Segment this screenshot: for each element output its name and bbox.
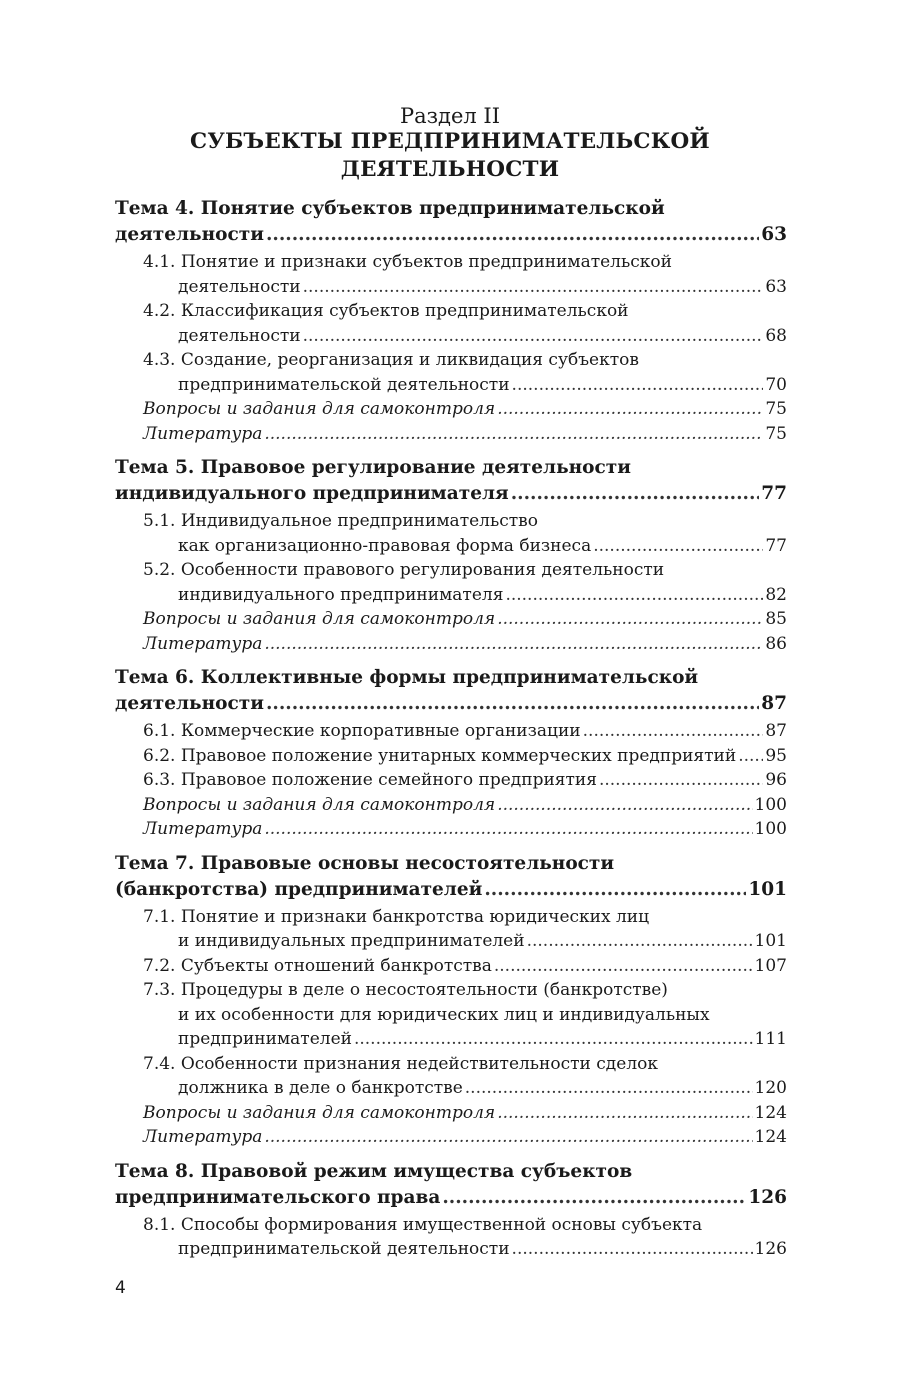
entry-page-number: 75 bbox=[765, 423, 787, 444]
dot-leader bbox=[494, 954, 753, 979]
entry-page-number: 126 bbox=[748, 1186, 787, 1208]
entry-leader-line bbox=[115, 1185, 787, 1211]
toc-subsection-entry[interactable] bbox=[115, 978, 787, 1052]
entry-page-number: 77 bbox=[765, 535, 787, 556]
dot-leader bbox=[497, 607, 763, 632]
entry-text-line: деятельности bbox=[178, 325, 301, 346]
entry-text-line: индивидуального предпринимателя bbox=[178, 584, 504, 605]
entry-text-line: Тема 4. Понятие субъектов предпринимательской bbox=[115, 198, 665, 219]
entry-text-line: Тема 8. Правовой режим имущества субъектов bbox=[115, 1160, 633, 1182]
toc-subsection-entry[interactable] bbox=[115, 744, 787, 769]
entry-text-line: Тема 7. Правовые основы несостоятельности bbox=[115, 852, 615, 874]
entry-text-line: Вопросы и задания для самоконтроля bbox=[143, 399, 496, 419]
entry-leader-line bbox=[143, 324, 787, 349]
entry-text-line: 7.1. Понятие и признаки банкротства юридических лиц bbox=[143, 906, 650, 927]
dot-leader bbox=[264, 817, 752, 842]
dot-leader bbox=[593, 534, 763, 559]
entry-text-line: предпринимателей bbox=[178, 1029, 352, 1049]
topic-heading[interactable] bbox=[115, 455, 787, 507]
topic-block bbox=[115, 851, 787, 1150]
entry-page-number: 96 bbox=[765, 770, 787, 790]
entry-page-number: 95 bbox=[765, 745, 787, 766]
topic-block bbox=[115, 196, 787, 446]
dot-leader bbox=[497, 1101, 752, 1126]
toc-aux-entry[interactable] bbox=[115, 793, 787, 818]
entry-text-line: 6.3. Правовое положение семейного предприятия bbox=[143, 770, 597, 790]
section-title-line: СУБЪЕКТЫ ПРЕДПРИНИМАТЕЛЬСКОЙ bbox=[190, 129, 710, 154]
entry-text-line: деятельности bbox=[115, 224, 264, 245]
entry-text-line: индивидуального предпринимателя bbox=[115, 483, 509, 504]
entry-page-number: 124 bbox=[754, 1127, 787, 1147]
toc-subsection-entry[interactable] bbox=[115, 1213, 787, 1262]
entry-leader-line bbox=[143, 607, 787, 632]
dot-leader bbox=[527, 929, 753, 954]
entry-text-line: предпринимательской деятельности bbox=[178, 1239, 510, 1259]
entry-leader-line bbox=[143, 1237, 787, 1262]
entry-leader-line bbox=[115, 481, 787, 507]
dot-leader bbox=[264, 632, 763, 657]
entry-text-line: 6.2. Правовое положение унитарных коммерческих предприятий bbox=[143, 745, 737, 766]
dot-leader bbox=[512, 1237, 753, 1262]
toc-subsection-entry[interactable] bbox=[115, 1052, 787, 1101]
entry-text-line: 7.2. Субъекты отношений банкротства bbox=[143, 955, 492, 976]
dot-leader bbox=[303, 324, 764, 349]
dot-leader bbox=[511, 481, 760, 507]
topic-heading[interactable] bbox=[115, 196, 787, 248]
entry-leader-line bbox=[143, 1101, 787, 1126]
entry-text-line: 7.4. Особенности признания недействительности сделок bbox=[143, 1053, 658, 1074]
dot-leader bbox=[266, 691, 759, 717]
topic-heading[interactable] bbox=[115, 1159, 787, 1211]
dot-leader bbox=[484, 877, 746, 903]
entry-leader-line bbox=[143, 1125, 787, 1150]
entry-text-line: предпринимательской деятельности bbox=[178, 374, 510, 395]
toc-subsection-entry[interactable] bbox=[115, 558, 787, 607]
entry-page-number: 68 bbox=[765, 325, 787, 346]
entry-text-line: должника в деле о банкротстве bbox=[178, 1078, 463, 1098]
table-of-contents bbox=[115, 196, 787, 1271]
entry-text-line: 8.1. Способы формирования имущественной основы субъекта bbox=[143, 1214, 703, 1235]
topic-heading[interactable] bbox=[115, 851, 787, 903]
topic-block bbox=[115, 455, 787, 656]
entry-page-number: 85 bbox=[765, 609, 787, 629]
dot-leader bbox=[354, 1027, 753, 1052]
entry-leader-line bbox=[143, 1076, 787, 1101]
entry-page-number: 63 bbox=[761, 224, 787, 245]
entry-leader-line bbox=[143, 397, 787, 422]
entry-text-line: Вопросы и задания для самоконтроля bbox=[143, 1102, 496, 1123]
toc-aux-entry[interactable] bbox=[115, 817, 787, 842]
toc-aux-entry[interactable] bbox=[115, 422, 787, 447]
entry-text-line: Литература bbox=[143, 1127, 263, 1147]
toc-subsection-entry[interactable] bbox=[115, 768, 787, 793]
dot-leader bbox=[442, 1185, 746, 1211]
entry-page-number: 63 bbox=[765, 276, 787, 297]
toc-subsection-entry[interactable] bbox=[115, 299, 787, 348]
entry-text-line: 6.1. Коммерческие корпоративные организации bbox=[143, 721, 581, 741]
entry-text-line: 4.1. Понятие и признаки субъектов предпринимательской bbox=[143, 252, 672, 272]
entry-text-line: и их особенности для юридических лиц и индивидуальных bbox=[178, 1004, 710, 1025]
section-title bbox=[0, 128, 900, 184]
toc-subsection-entry[interactable] bbox=[115, 348, 787, 397]
dot-leader bbox=[264, 1125, 752, 1150]
dot-leader bbox=[583, 719, 764, 744]
entry-text-line: Тема 5. Правовое регулирование деятельности bbox=[115, 457, 631, 478]
entry-page-number: 70 bbox=[765, 374, 787, 395]
dot-leader bbox=[738, 744, 763, 769]
dot-leader bbox=[266, 222, 759, 248]
entry-text-line: деятельности bbox=[115, 693, 264, 714]
entry-page-number: 77 bbox=[761, 483, 787, 504]
entry-text-line: (банкротства) предпринимателей bbox=[115, 878, 483, 900]
entry-text-line: Тема 6. Коллективные формы предпринимательской bbox=[115, 667, 699, 688]
page-number: 4 bbox=[115, 1278, 126, 1298]
entry-leader-line bbox=[143, 1027, 787, 1052]
entry-page-number: 120 bbox=[754, 1078, 787, 1098]
entry-leader-line bbox=[115, 877, 787, 903]
entry-leader-line bbox=[143, 583, 787, 608]
section-title-line: ДЕЯТЕЛЬНОСТИ bbox=[340, 157, 560, 182]
entry-leader-line bbox=[143, 793, 787, 818]
entry-text-line: 7.3. Процедуры в деле о несостоятельности (банкротстве) bbox=[143, 980, 668, 1000]
toc-aux-entry[interactable] bbox=[115, 397, 787, 422]
dot-leader bbox=[497, 397, 763, 422]
entry-page-number: 101 bbox=[748, 878, 787, 900]
dot-leader bbox=[497, 793, 752, 818]
entry-page-number: 87 bbox=[765, 721, 787, 741]
dot-leader bbox=[512, 373, 764, 398]
toc-subsection-entry[interactable] bbox=[115, 954, 787, 979]
entry-text-line: 4.3. Создание, реорганизация и ликвидация субъектов bbox=[143, 350, 639, 370]
dot-leader bbox=[303, 275, 764, 300]
entry-leader-line bbox=[143, 744, 787, 769]
entry-leader-line bbox=[143, 817, 787, 842]
entry-page-number: 111 bbox=[754, 1029, 787, 1049]
entry-leader-line bbox=[143, 534, 787, 559]
toc-subsection-entry[interactable] bbox=[115, 509, 787, 558]
entry-leader-line bbox=[115, 691, 787, 717]
entry-text-line: 5.1. Индивидуальное предпринимательство bbox=[143, 511, 538, 531]
entry-page-number: 86 bbox=[765, 633, 787, 654]
toc-subsection-entry[interactable] bbox=[115, 250, 787, 299]
entry-page-number: 126 bbox=[754, 1239, 787, 1259]
entry-leader-line bbox=[143, 422, 787, 447]
dot-leader bbox=[264, 422, 763, 447]
entry-leader-line bbox=[115, 222, 787, 248]
entry-page-number: 82 bbox=[765, 584, 787, 605]
topic-block bbox=[115, 1159, 787, 1262]
entry-leader-line bbox=[143, 373, 787, 398]
entry-text-line: деятельности bbox=[178, 276, 301, 297]
entry-text-line: и индивидуальных предпринимателей bbox=[178, 931, 525, 951]
toc-aux-entry[interactable] bbox=[115, 1125, 787, 1150]
entry-text-line: 5.2. Особенности правового регулирования деятельности bbox=[143, 560, 665, 580]
entry-text-line: Вопросы и задания для самоконтроля bbox=[143, 794, 496, 815]
entry-page-number: 107 bbox=[754, 955, 787, 976]
dot-leader bbox=[599, 768, 763, 793]
topic-block bbox=[115, 665, 787, 842]
entry-leader-line bbox=[143, 768, 787, 793]
entry-page-number: 101 bbox=[754, 931, 787, 951]
entry-page-number: 124 bbox=[754, 1102, 787, 1123]
entry-text-line: как организационно-правовая форма бизнеса bbox=[178, 535, 592, 556]
entry-text-line: 4.2. Классификация субъектов предпринимательской bbox=[143, 301, 629, 321]
entry-page-number: 100 bbox=[754, 794, 787, 815]
toc-aux-entry[interactable] bbox=[115, 607, 787, 632]
entry-leader-line bbox=[143, 719, 787, 744]
entry-leader-line bbox=[143, 275, 787, 300]
entry-text-line: Литература bbox=[143, 633, 263, 654]
dot-leader bbox=[465, 1076, 753, 1101]
entry-page-number: 75 bbox=[765, 399, 787, 419]
entry-leader-line bbox=[143, 632, 787, 657]
toc-aux-entry[interactable] bbox=[115, 632, 787, 657]
entry-page-number: 87 bbox=[761, 693, 787, 714]
dot-leader bbox=[505, 583, 763, 608]
entry-text-line: Литература bbox=[143, 423, 263, 444]
entry-text-line: Литература bbox=[143, 819, 263, 839]
entry-leader-line bbox=[143, 954, 787, 979]
entry-text-line: предпринимательского права bbox=[115, 1186, 441, 1208]
toc-aux-entry[interactable] bbox=[115, 1101, 787, 1126]
toc-subsection-entry[interactable] bbox=[115, 719, 787, 744]
entry-text-line: Вопросы и задания для самоконтроля bbox=[143, 609, 496, 629]
entry-page-number: 100 bbox=[754, 819, 787, 839]
topic-heading[interactable] bbox=[115, 665, 787, 717]
entry-leader-line bbox=[143, 929, 787, 954]
toc-subsection-entry[interactable] bbox=[115, 905, 787, 954]
section-part-label: Раздел II bbox=[399, 104, 501, 128]
